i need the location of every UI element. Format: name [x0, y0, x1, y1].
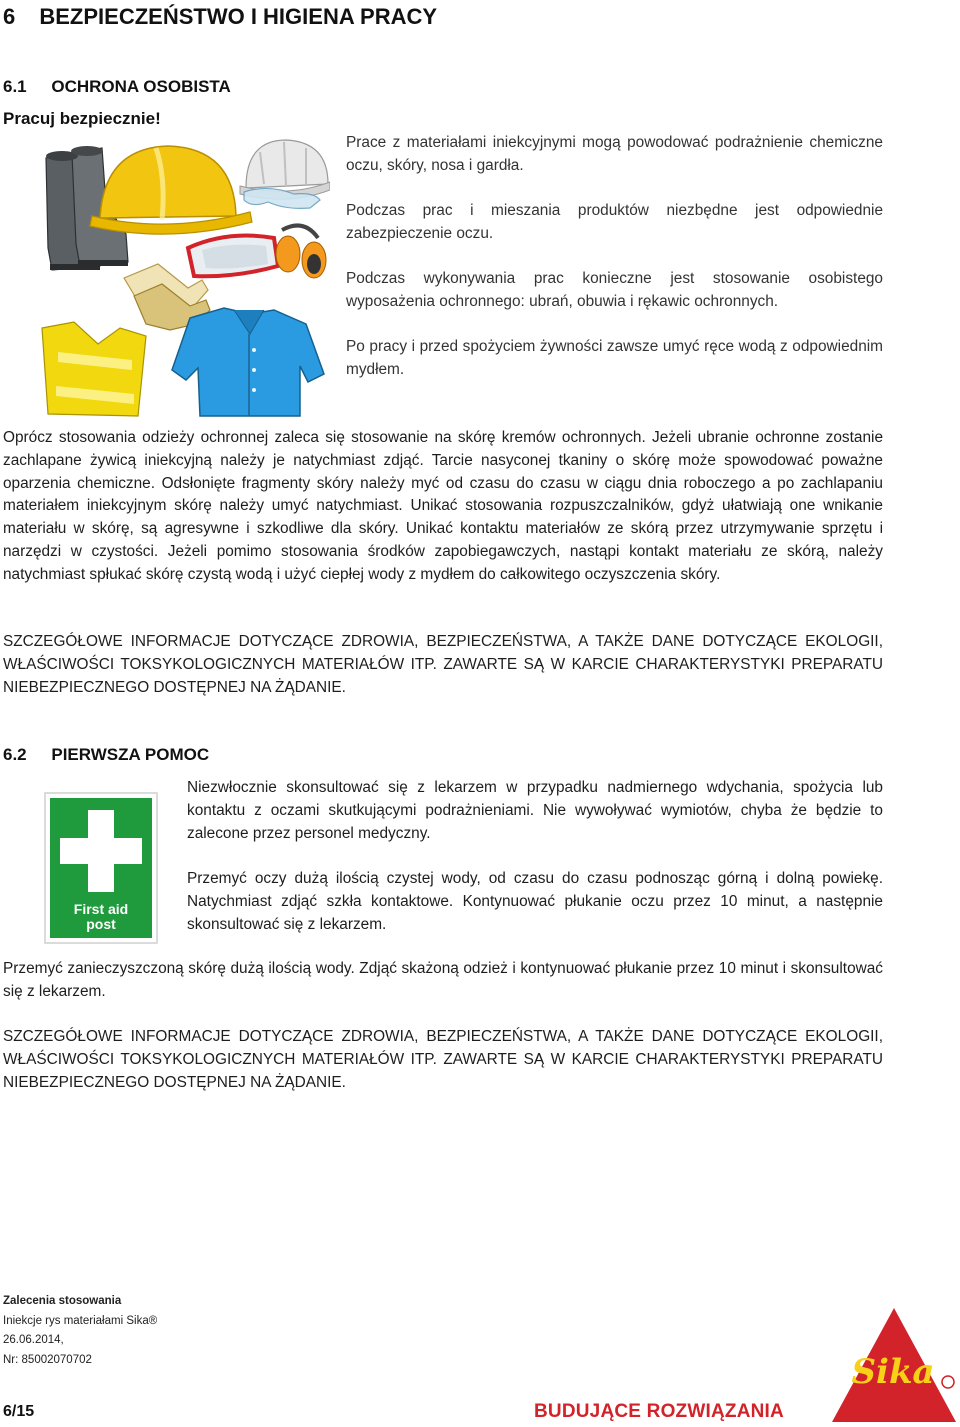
subsection-heading-first-aid — [3, 745, 209, 765]
detailed-info-notice-1: SZCZEGÓŁOWE INFORMACJE DOTYCZĄCE ZDROWIA, BEZPIECZEŃSTWA, A TAKŻE DANE DOTYCZĄCE EKOLOGII, WŁAŚCIWOŚCI TOKSYKOLOGICZNYCH MATERIAŁÓW ITP. ZAWARTE SĄ W KARCIE CHARAKTERYSTYKI PREPARATU NIEBEZPIECZNEGO DOSTĘPNEJ NA ŻĄDANIE. — [3, 633, 883, 696]
footer-doc-number: Nr: 85002070702 — [3, 1353, 92, 1366]
protective-clothing-paragraph: Oprócz stosowania odzieży ochronnej zaleca się stosowanie na skórę kremów ochronnych. Jeżeli ubranie ochronne zostanie zachlapane żywicą iniekcyjną należy je natychmiast zdjąć. Tarcie nasyconej tkaniny o skórę może spowodować poważne oparzenia chemiczne. Odsłonięte fragmenty skóry należy myć od czasu do czasu w ciągu dnia roboczego a po zachlapaniu materiałem iniekcyjnym skórę należy umyć natychmiast. Unikać stosowania rozpuszczalników, gdyż ułatwiają one wnikanie materiału w skórę, są agresywne i szkodliwe dla skóry. Unikać kontaktu materiałów ze skórą przez utrzymywanie sprzętu i narzędzi w czystości. Jeżeli pomimo stosowania środków zapobiegawczych, nastąpi kontakt materiału ze skórą, należy natychmiast spłukać skórę czystą wodą i użyć ciepłej wody z mydłem do całkowitego oczyszczenia skóry. — [3, 429, 883, 583]
first-aid-sign-line-1: First aid — [73, 901, 129, 917]
footer-doc-info — [3, 1292, 157, 1370]
subsection-title: OCHRONA OSOBISTA — [51, 77, 231, 96]
first-aid-sign — [44, 792, 158, 944]
section-title: BEZPIECZEŃSTWO I HIGIENA PRACY — [39, 4, 438, 29]
shirt-icon — [172, 308, 324, 416]
subsection-number: 6.2 — [3, 745, 27, 764]
subsection-title: PIERWSZA POMOC — [51, 745, 210, 764]
sika-logo — [830, 1306, 958, 1424]
ppe-paragraph-3: Podczas wykonywania prac konieczne jest stosowanie osobistego wyposażenia ochronnego: ubrań, obuwia i rękawic ochronnych. — [346, 270, 883, 310]
hi-vis-vest-icon — [42, 322, 146, 416]
first-aid-paragraph-1: Niezwłocznie skonsultować się z lekarzem w przypadku nadmiernego wdychania, spożycia lub kontaktu z oczami skutkującymi podrażnieniami. Nie wywoływać wymiotów, chyba że będzie to zalecone przez personel medyczny. — [187, 779, 883, 842]
page-number: 6/15 — [3, 1403, 35, 1420]
subsection-heading-personal-protection — [3, 77, 231, 97]
detailed-info-notice-2: SZCZEGÓŁOWE INFORMACJE DOTYCZĄCE ZDROWIA, BEZPIECZEŃSTWA, A TAKŻE DANE DOTYCZĄCE EKOLOGII, WŁAŚCIWOŚCI TOKSYKOLOGICZNYCH MATERIAŁÓW ITP. ZAWARTE SĄ W KARCIE CHARAKTERYSTYKI PREPARATU NIEBEZPIECZNEGO DOSTĘPNEJ NA ŻĄDANIE. — [3, 1028, 883, 1091]
sika-logo-text: Sika — [851, 1352, 935, 1392]
footer-subtitle: Iniekcje rys materiałami Sika® — [3, 1314, 158, 1327]
hard-hat-icon — [90, 146, 252, 234]
footer-doc-title: Zalecenia stosowania — [3, 1295, 122, 1307]
footer-slogan: BUDUJĄCE ROZWIĄZANIA — [534, 1401, 784, 1422]
ppe-paragraph-4: Po pracy i przed spożyciem żywności zawsze umyć ręce wodą z odpowiednim mydłem. — [346, 338, 883, 378]
goggles-icon — [188, 236, 278, 277]
section-number: 6 — [3, 4, 16, 29]
footer-date: 26.06.2014, — [3, 1334, 64, 1346]
work-safe-heading: Pracuj bezpiecznie! — [3, 109, 161, 128]
ear-muffs-icon — [276, 226, 326, 279]
section-heading — [3, 4, 437, 30]
first-aid-paragraph-2: Przemyć oczy dużą ilością czystej wody, od czasu do czasu podnosząc górną i dolną powiekę. Natychmiast zdjąć szkła kontaktowe. Kontynuować płukanie oczu przez 10 minut, a następnie skonsultować się z lekarzem. — [187, 870, 883, 933]
ppe-illustration — [38, 138, 330, 418]
first-aid-sign-line-2: post — [86, 916, 116, 932]
ppe-paragraph-2: Podczas prac i mieszania produktów niezbędne jest odpowiednie zabezpieczenie oczu. — [346, 202, 883, 242]
skin-contact-paragraph: Przemyć zanieczyszczoną skórę dużą ilością wody. Zdjąć skażoną odzież i kontynuować płukanie przez 10 minut i skonsultować się z lekarzem. — [3, 960, 883, 1000]
subsection-number: 6.1 — [3, 77, 27, 96]
ppe-paragraph-1: Prace z materiałami iniekcyjnymi mogą powodować podrażnienie chemiczne oczu, skóry, nosa i gardła. — [346, 134, 883, 174]
